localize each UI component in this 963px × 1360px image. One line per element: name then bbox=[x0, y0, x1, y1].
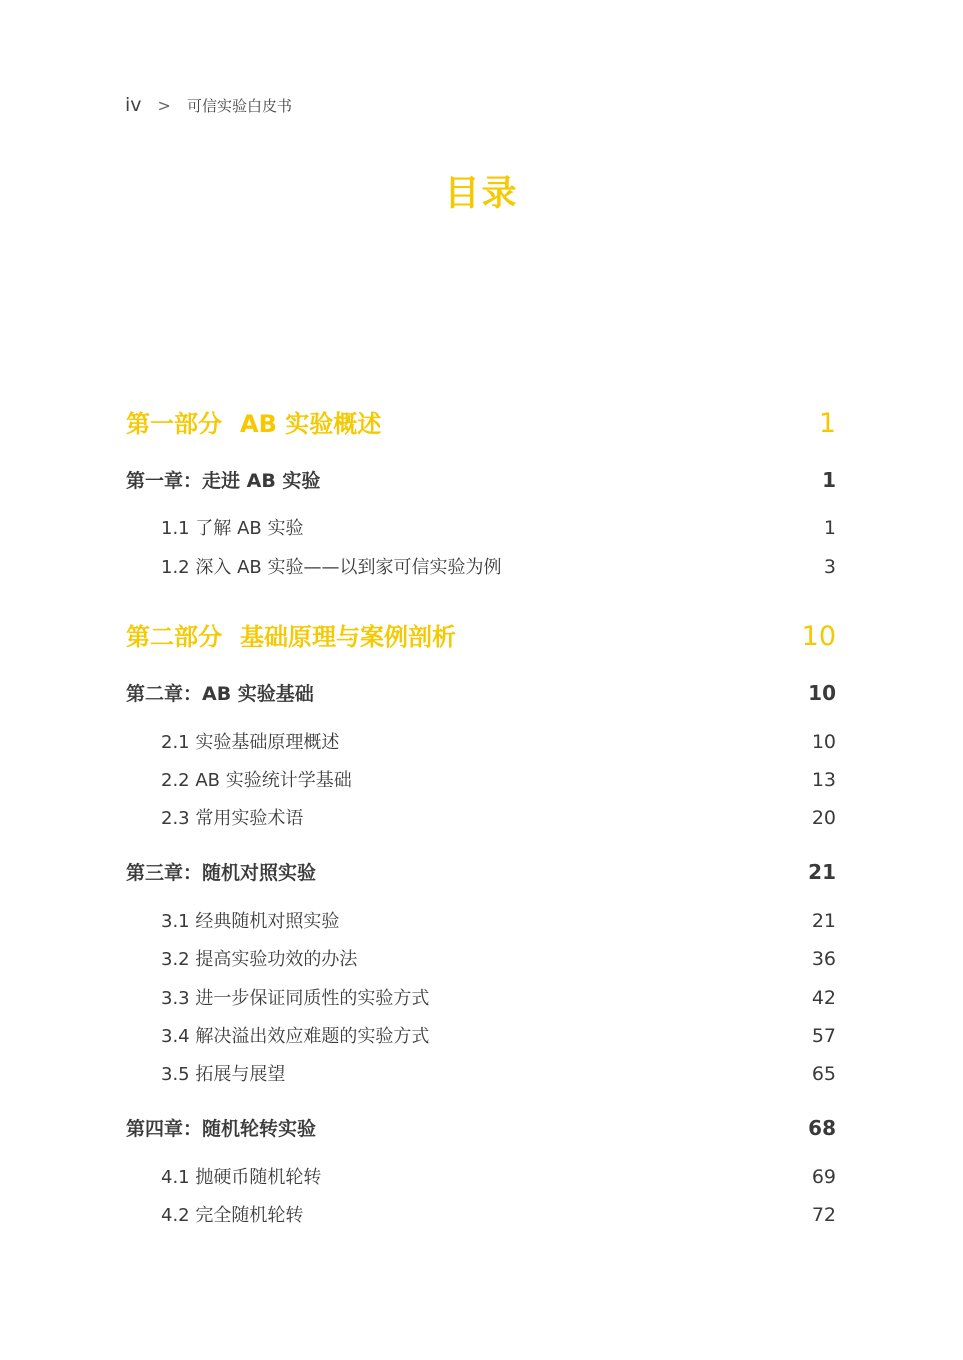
toc-title: 目录 bbox=[444, 174, 519, 214]
toc-part-label: 第二部分 bbox=[126, 623, 222, 651]
toc-page-number: 68 bbox=[808, 1116, 836, 1140]
toc-chapter-title: 第三章：随机对照实验 bbox=[126, 862, 317, 884]
toc-page-number: 57 bbox=[811, 1025, 836, 1047]
toc-chapter-1[interactable] bbox=[126, 466, 836, 493]
running-header bbox=[125, 94, 292, 116]
toc-page-number: 20 bbox=[811, 807, 836, 829]
toc-section-1-1[interactable] bbox=[161, 514, 836, 540]
toc-section-4-1[interactable] bbox=[161, 1163, 836, 1189]
toc-part-2-heading bbox=[126, 617, 456, 652]
page-number: iv bbox=[125, 94, 142, 116]
toc-section-3-2[interactable] bbox=[161, 945, 836, 971]
toc-section-title: 3.4 解决溢出效应难题的实验方式 bbox=[161, 1026, 430, 1047]
toc-section-2-3[interactable] bbox=[161, 804, 836, 830]
breadcrumb-separator: > bbox=[157, 96, 171, 115]
toc-part-1-heading bbox=[126, 404, 381, 439]
toc-chapter-3[interactable] bbox=[126, 858, 836, 885]
toc-chapter-title: 第四章：随机轮转实验 bbox=[126, 1118, 317, 1140]
book-title: 可信实验白皮书 bbox=[186, 97, 292, 115]
toc-part-1[interactable] bbox=[126, 404, 836, 439]
toc-section-3-5[interactable] bbox=[161, 1060, 836, 1086]
toc-page-number: 72 bbox=[811, 1204, 836, 1226]
toc-part-title: 基础原理与案例剖析 bbox=[240, 623, 456, 651]
toc-page-number: 10 bbox=[801, 621, 836, 652]
toc-section-2-2[interactable] bbox=[161, 766, 836, 792]
toc-page-number: 21 bbox=[811, 910, 836, 932]
toc-page-number: 65 bbox=[811, 1063, 836, 1085]
toc-section-title: 4.2 完全随机轮转 bbox=[161, 1205, 304, 1226]
toc-chapter-2[interactable] bbox=[126, 679, 836, 706]
toc-page-number: 36 bbox=[811, 948, 836, 970]
toc-section-title: 2.2 AB 实验统计学基础 bbox=[161, 770, 352, 791]
toc-chapter-4[interactable] bbox=[126, 1114, 836, 1141]
toc-page-number: 1 bbox=[818, 408, 836, 439]
toc-section-title: 2.3 常用实验术语 bbox=[161, 808, 304, 829]
toc-part-2[interactable] bbox=[126, 617, 836, 652]
toc-section-title: 3.3 进一步保证同质性的实验方式 bbox=[161, 988, 430, 1009]
toc-chapter-title: 第二章：AB 实验基础 bbox=[126, 683, 314, 705]
toc-part-label: 第一部分 bbox=[126, 410, 222, 438]
toc-page-number: 1 bbox=[823, 517, 836, 539]
toc-page-number: 13 bbox=[811, 769, 836, 791]
toc-page-number: 10 bbox=[808, 681, 836, 705]
toc-page-number: 3 bbox=[823, 556, 836, 578]
toc-section-title: 3.5 拓展与展望 bbox=[161, 1064, 286, 1085]
toc-section-title: 3.1 经典随机对照实验 bbox=[161, 911, 340, 932]
toc-section-1-2[interactable] bbox=[161, 553, 836, 579]
toc-chapter-title: 第一章：走进 AB 实验 bbox=[126, 470, 321, 492]
toc-section-title: 4.1 抛硬币随机轮转 bbox=[161, 1167, 322, 1188]
toc-page-number: 69 bbox=[811, 1166, 836, 1188]
toc-section-3-3[interactable] bbox=[161, 984, 836, 1010]
toc-section-title: 1.1 了解 AB 实验 bbox=[161, 518, 304, 539]
toc-page-number: 42 bbox=[811, 987, 836, 1009]
toc-page-number: 21 bbox=[808, 860, 836, 884]
toc-section-3-1[interactable] bbox=[161, 907, 836, 933]
toc-part-title: AB 实验概述 bbox=[240, 410, 382, 438]
toc-page-number: 1 bbox=[822, 468, 836, 492]
toc-section-4-2[interactable] bbox=[161, 1201, 836, 1227]
toc-section-2-1[interactable] bbox=[161, 728, 836, 754]
toc-section-title: 3.2 提高实验功效的办法 bbox=[161, 949, 358, 970]
toc-section-3-4[interactable] bbox=[161, 1022, 836, 1048]
toc-section-title: 2.1 实验基础原理概述 bbox=[161, 732, 340, 753]
toc-section-title: 1.2 深入 AB 实验——以到家可信实验为例 bbox=[161, 557, 502, 578]
toc-page-number: 10 bbox=[811, 731, 836, 753]
